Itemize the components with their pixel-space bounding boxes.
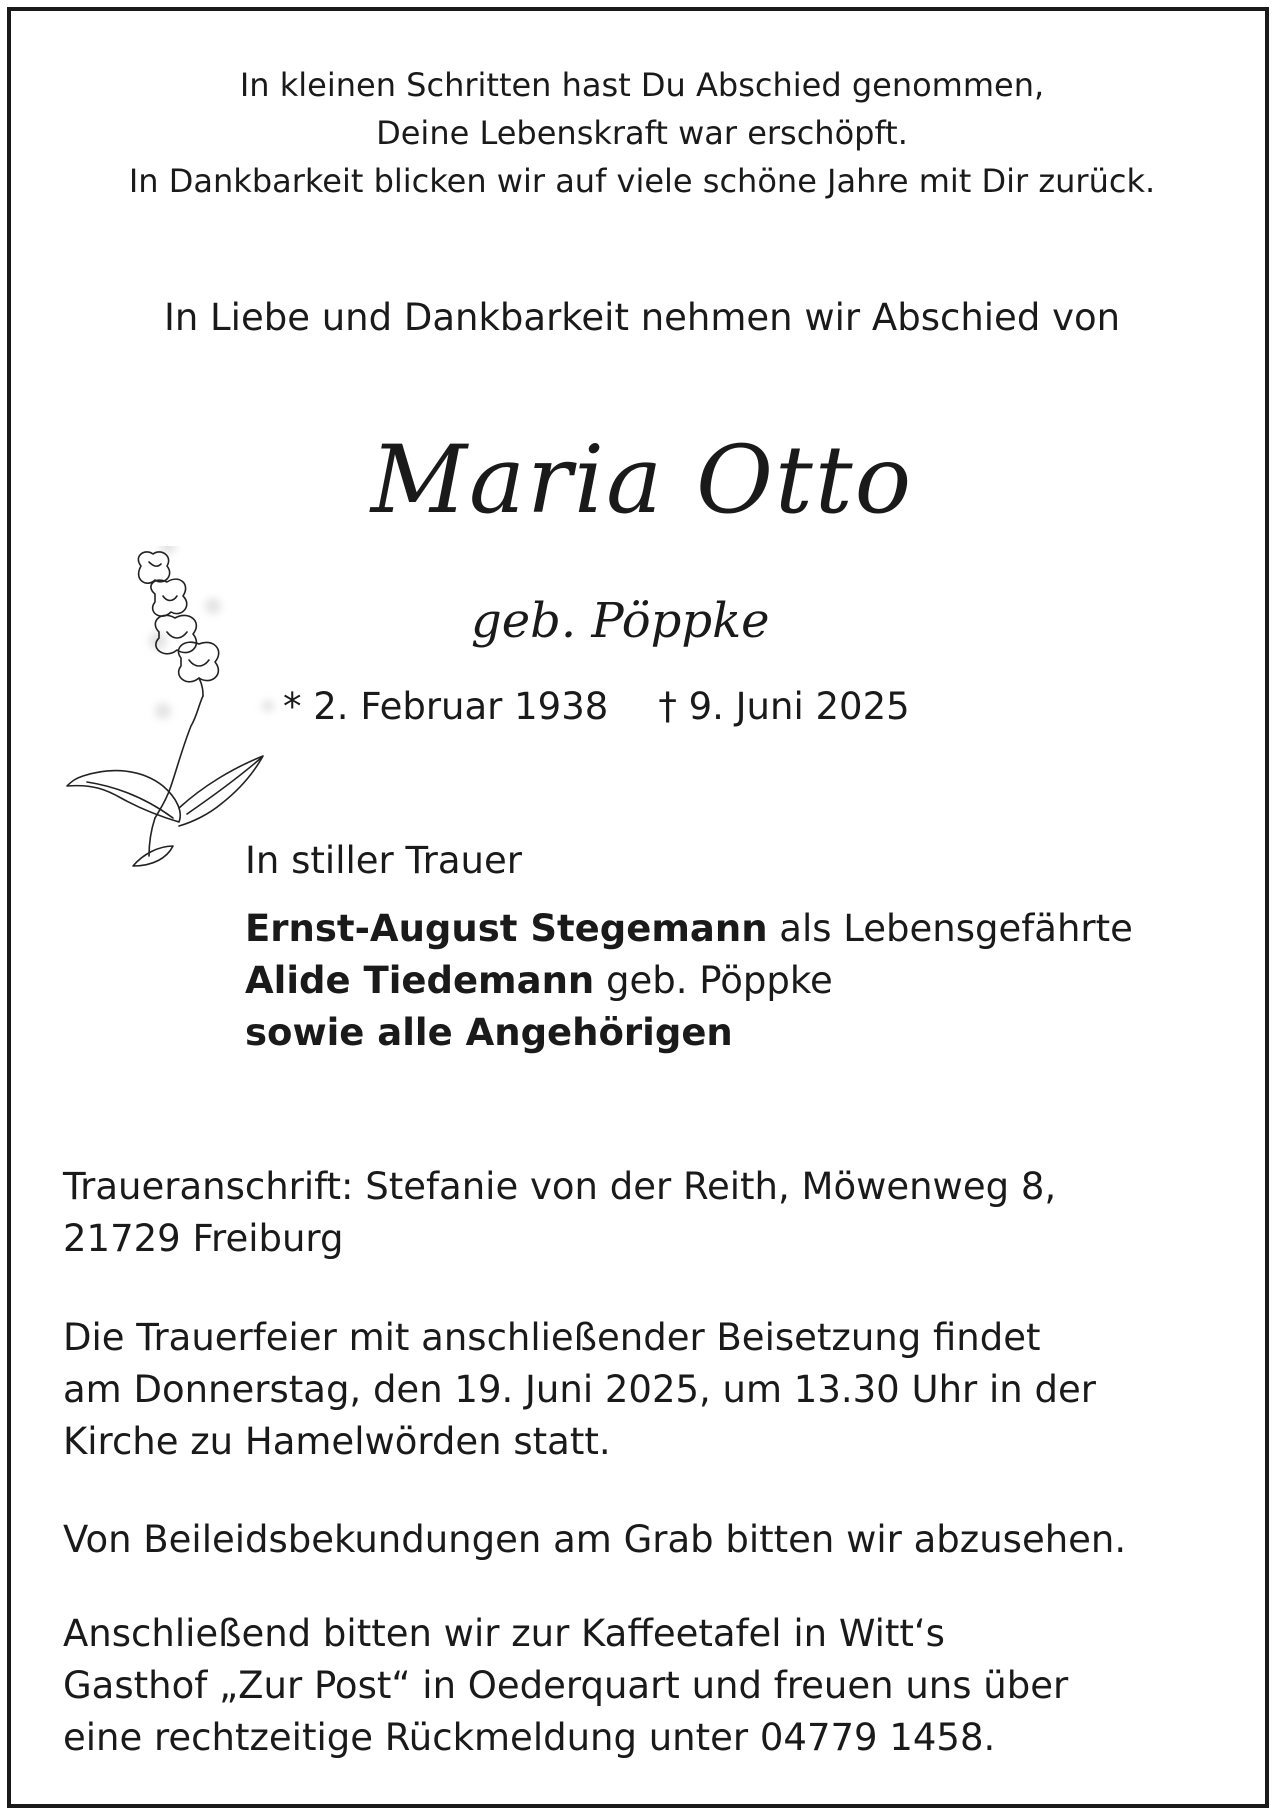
mourner-name: sowie alle Angehörigen — [245, 1011, 733, 1054]
deceased-name: Maria Otto — [370, 426, 914, 535]
birth-date: * 2. Februar 1938 — [283, 685, 609, 728]
mourning-heading: In stiller Trauer — [245, 839, 522, 882]
mourner-entry — [245, 955, 1133, 1007]
mourner-relation: als Lebensgefährte — [767, 907, 1133, 950]
life-dates — [283, 681, 910, 733]
poem-line: In kleinen Schritten hast Du Abschied genommen, — [239, 66, 1045, 104]
ceremony-line: am Donnerstag, den 19. Juni 2025, um 13.30 Uhr in der — [63, 1368, 1096, 1411]
mourning-address — [63, 1161, 1056, 1265]
poem-line: Deine Lebenskraft war erschöpft. — [376, 114, 908, 152]
intro-text: In Liebe und Dankbarkeit nehmen wir Abschied von — [163, 296, 1121, 339]
orchid-illustration — [63, 546, 293, 886]
mourner-entry — [245, 903, 1133, 955]
ceremony-info — [63, 1312, 1096, 1468]
address-line: Traueranschrift: Stefanie von der Reith, Möwenweg 8, — [63, 1165, 1057, 1208]
mourner-name: Alide Tiedemann — [245, 959, 595, 1002]
condolence-note: Von Beileidsbekundungen am Grab bitten wir abzusehen. — [63, 1518, 1127, 1561]
mourner-entry — [245, 1007, 1133, 1059]
coffee-line: Gasthof „Zur Post“ in Oederquart und freuen uns über — [63, 1664, 1069, 1707]
death-date: † 9. Juni 2025 — [658, 685, 910, 728]
mourner-relation: geb. Pöppke — [594, 959, 833, 1002]
poem-line: In Dankbarkeit blicken wir auf viele schöne Jahre mit Dir zurück. — [128, 162, 1156, 200]
poem — [11, 61, 1273, 205]
mourner-name: Ernst-August Stegemann — [245, 907, 768, 950]
coffee-line: eine rechtzeitige Rückmeldung unter 04779 1458. — [63, 1716, 996, 1759]
maiden-name: geb. Pöppke — [471, 593, 770, 649]
ceremony-line: Kirche zu Hamelwörden statt. — [63, 1420, 611, 1463]
coffee-invitation — [63, 1608, 1068, 1764]
obituary-frame — [7, 7, 1269, 1808]
address-line: 21729 Freiburg — [63, 1217, 344, 1260]
ceremony-line: Die Trauerfeier mit anschließender Beisetzung findet — [63, 1316, 1041, 1359]
coffee-line: Anschließend bitten wir zur Kaffeetafel in Witt‘s — [63, 1612, 945, 1655]
mourner-list — [245, 903, 1133, 1059]
